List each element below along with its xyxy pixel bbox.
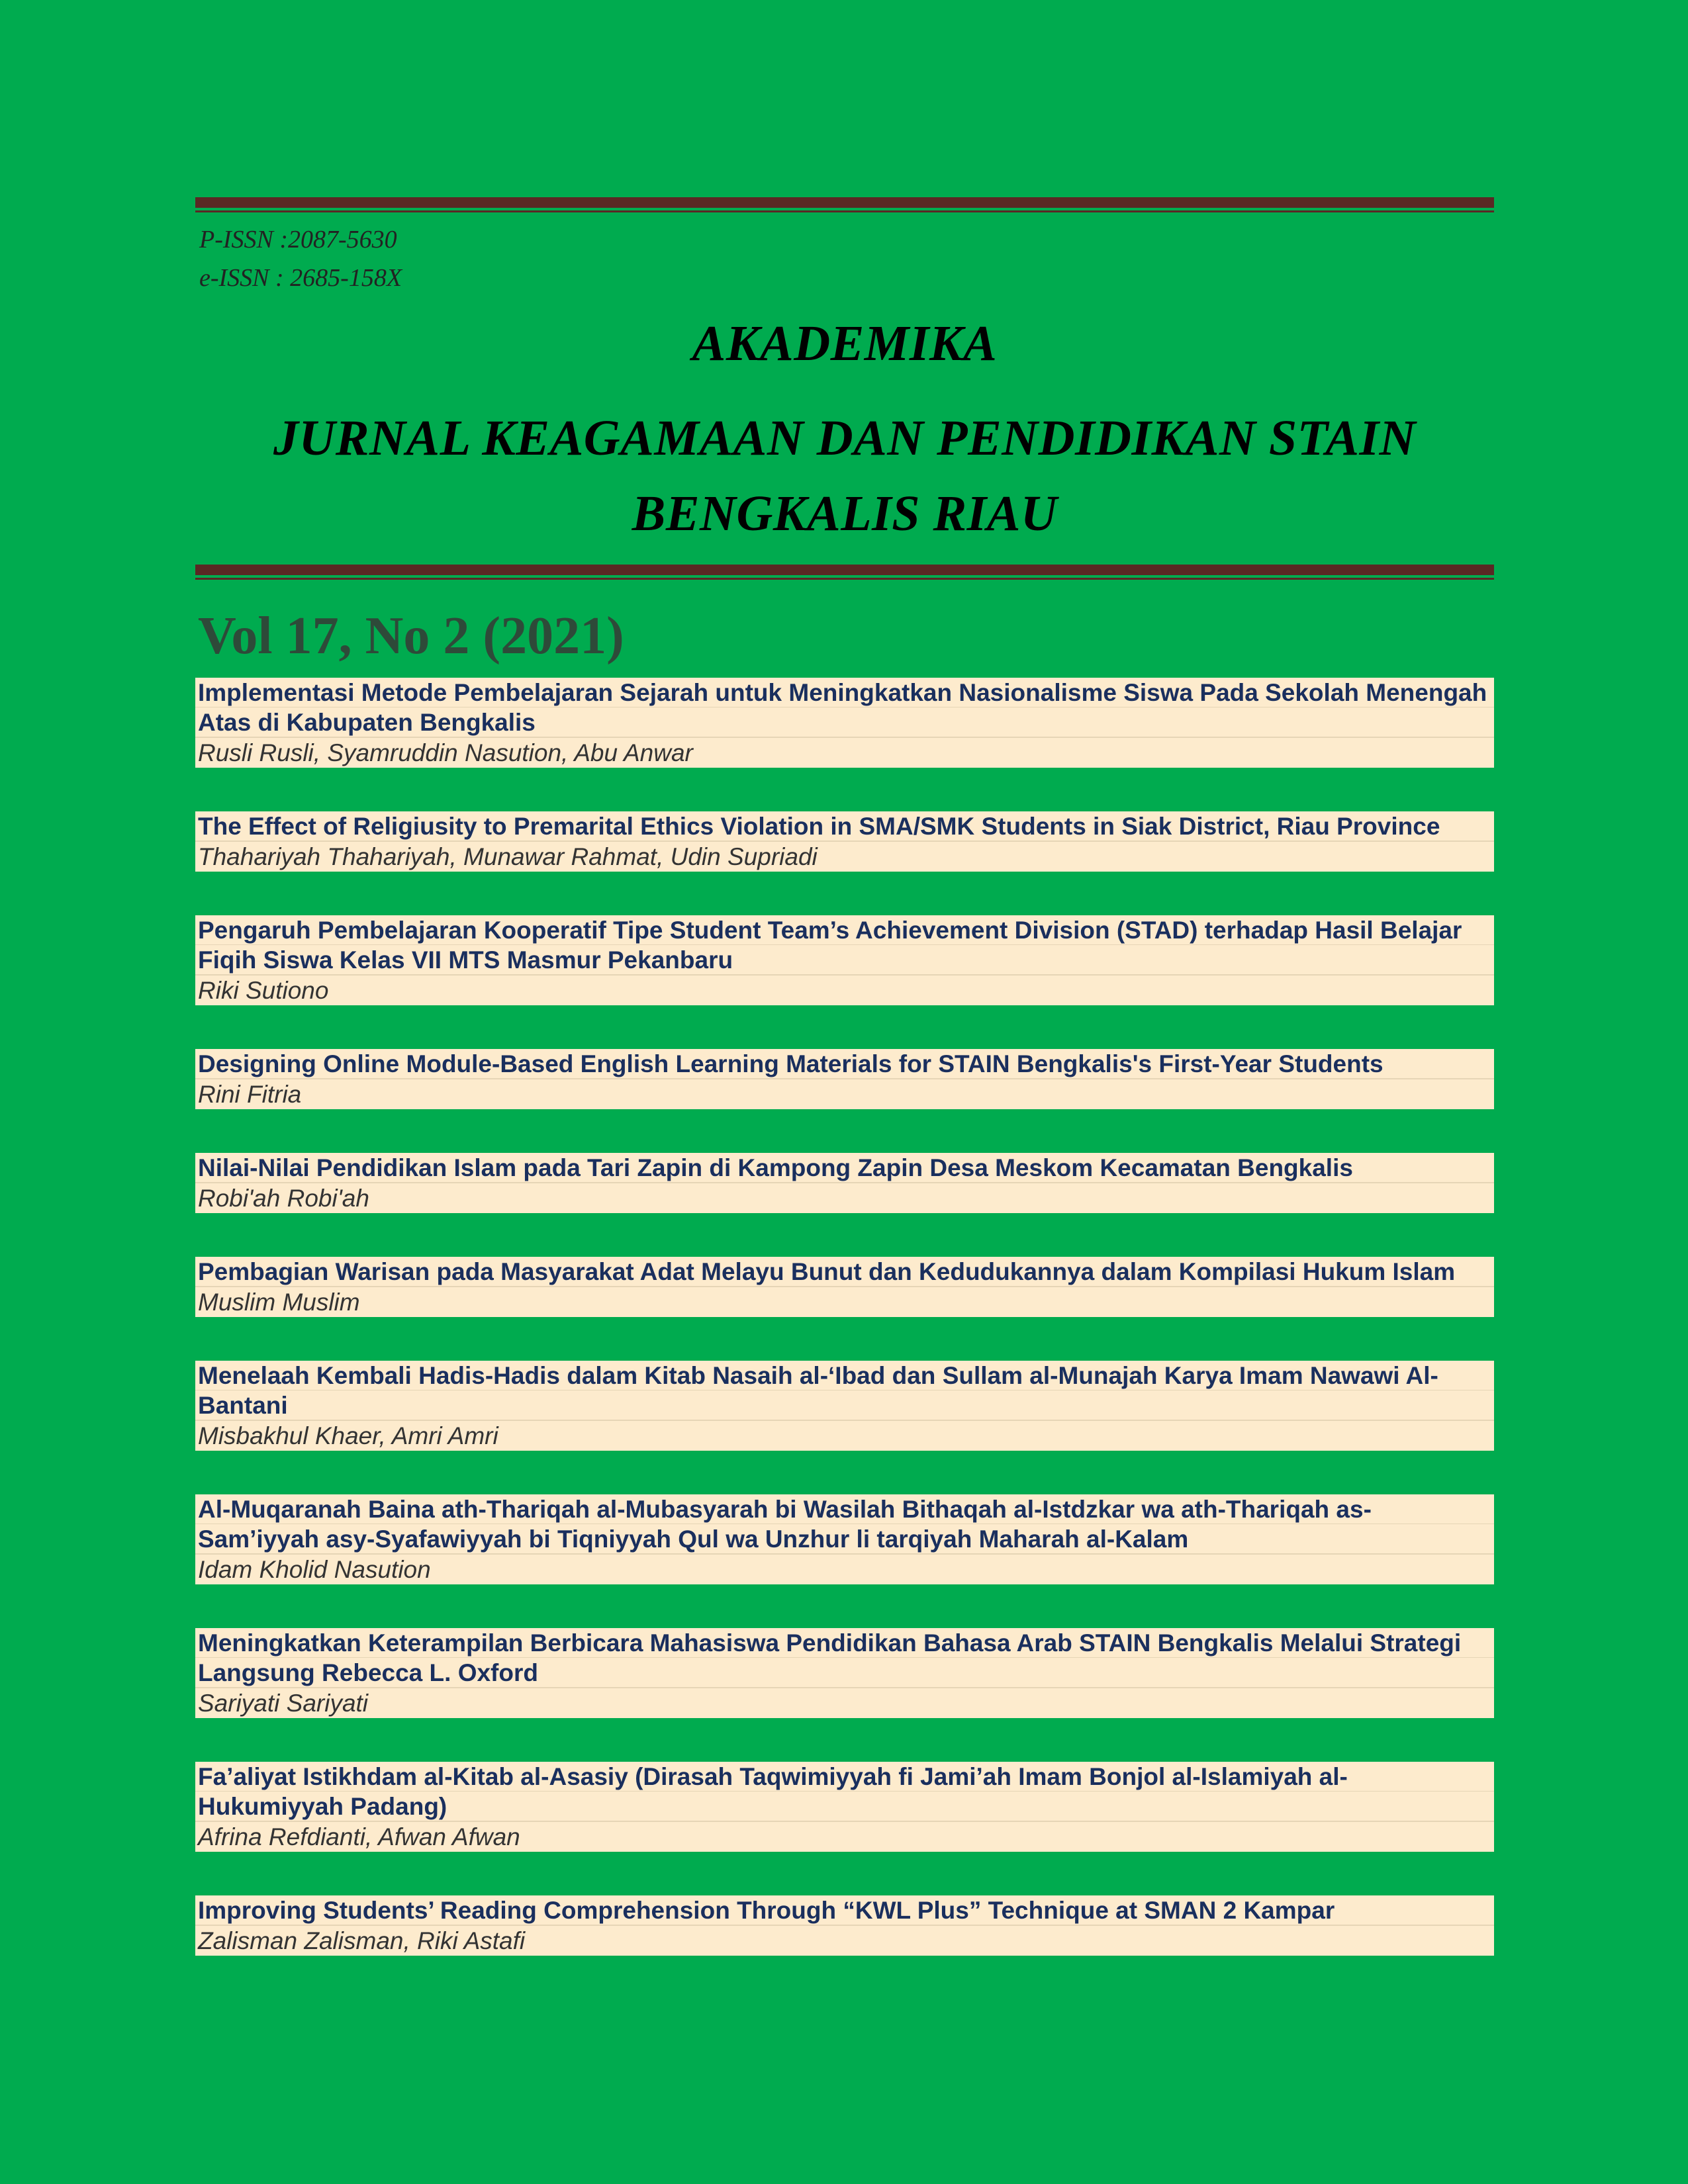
article-title-link[interactable]: Nilai-Nilai Pendidikan Islam pada Tari Zapin di Kampong Zapin Desa Meskom Kecamatan Bengkalis — [195, 1153, 1494, 1183]
article-title-link[interactable]: Pengaruh Pembelajaran Kooperatif Tipe Student Team’s Achievement Division (STAD) terhadap Hasil Belajar Fiqih Siswa Kelas VII MTS Masmur Pekanbaru — [195, 915, 1494, 975]
article-authors: Afrina Refdianti, Afwan Afwan — [195, 1821, 1494, 1852]
article-item — [195, 1628, 1494, 1718]
article-authors: Misbakhul Khaer, Amri Amri — [195, 1420, 1494, 1451]
article-title-link[interactable]: Fa’aliyat Istikhdam al-Kitab al-Asasiy (Dirasah Taqwimiyyah fi Jami’ah Imam Bonjol al-Islamiyah al-Hukumiyyah Padang) — [195, 1762, 1494, 1821]
volume-heading: Vol 17, No 2 (2021) — [198, 607, 624, 665]
article-title-link[interactable]: Designing Online Module-Based English Learning Materials for STAIN Bengkalis's First-Year Students — [195, 1049, 1494, 1079]
article-title-link[interactable]: Menelaah Kembali Hadis-Hadis dalam Kitab Nasaih al-‘Ibad dan Sullam al-Munajah Karya Imam Nawawi Al-Bantani — [195, 1361, 1494, 1420]
article-authors: Robi'ah Robi'ah — [195, 1183, 1494, 1213]
e-issn: e-ISSN : 2685-158X — [199, 264, 402, 292]
article-item — [195, 915, 1494, 1005]
article-authors: Riki Sutiono — [195, 975, 1494, 1005]
cover-content — [195, 197, 1494, 1956]
article-authors: Rini Fitria — [195, 1079, 1494, 1109]
article-authors: Idam Kholid Nasution — [195, 1554, 1494, 1584]
top-divider — [195, 197, 1494, 212]
article-title-link[interactable]: Improving Students’ Reading Comprehension Through “KWL Plus” Technique at SMAN 2 Kampar — [195, 1895, 1494, 1925]
article-item — [195, 1257, 1494, 1317]
article-item — [195, 1049, 1494, 1109]
bottom-divider — [195, 565, 1494, 580]
journal-name: AKADEMIKA — [692, 316, 998, 371]
article-title-link[interactable]: The Effect of Religiusity to Premarital Ethics Violation in SMA/SMK Students in Siak District, Riau Province — [195, 811, 1494, 841]
p-issn: P-ISSN :2087-5630 — [199, 226, 397, 253]
article-item — [195, 1494, 1494, 1584]
article-item — [195, 1361, 1494, 1451]
article-item — [195, 811, 1494, 872]
article-title-link[interactable]: Pembagian Warisan pada Masyarakat Adat Melayu Bunut dan Kedudukannya dalam Kompilasi Hukum Islam — [195, 1257, 1494, 1287]
journal-subtitle: JURNAL KEAGAMAAN DAN PENDIDIKAN STAIN BENGKALIS RIAU — [273, 410, 1417, 541]
article-authors: Thahariyah Thahariyah, Munawar Rahmat, Udin Supriadi — [195, 841, 1494, 872]
article-authors: Muslim Muslim — [195, 1287, 1494, 1317]
article-authors: Zalisman Zalisman, Riki Astafi — [195, 1925, 1494, 1956]
article-title-link[interactable]: Al-Muqaranah Baina ath-Thariqah al-Mubasyarah bi Wasilah Bithaqah al-Istdzkar wa ath-Thariqah as-Sam’iyyah asy-Syafawiyyah bi Tiqniyyah Qul wa Unzhur li tarqiyah Maharah al-Kalam — [195, 1494, 1494, 1554]
article-authors: Sariyati Sariyati — [195, 1688, 1494, 1718]
issn-block — [195, 220, 1494, 297]
article-item — [195, 1762, 1494, 1852]
article-title-link[interactable]: Implementasi Metode Pembelajaran Sejarah untuk Meningkatkan Nasionalisme Siswa Pada Sekolah Menengah Atas di Kabupaten Bengkalis — [195, 678, 1494, 737]
article-item — [195, 1153, 1494, 1213]
article-title-link[interactable]: Meningkatkan Keterampilan Berbicara Mahasiswa Pendidikan Bahasa Arab STAIN Bengkalis Melalui Strategi Langsung Rebecca L. Oxford — [195, 1628, 1494, 1688]
article-item — [195, 678, 1494, 768]
article-item — [195, 1895, 1494, 1956]
article-list — [195, 678, 1494, 1956]
article-authors: Rusli Rusli, Syamruddin Nasution, Abu Anwar — [195, 737, 1494, 768]
